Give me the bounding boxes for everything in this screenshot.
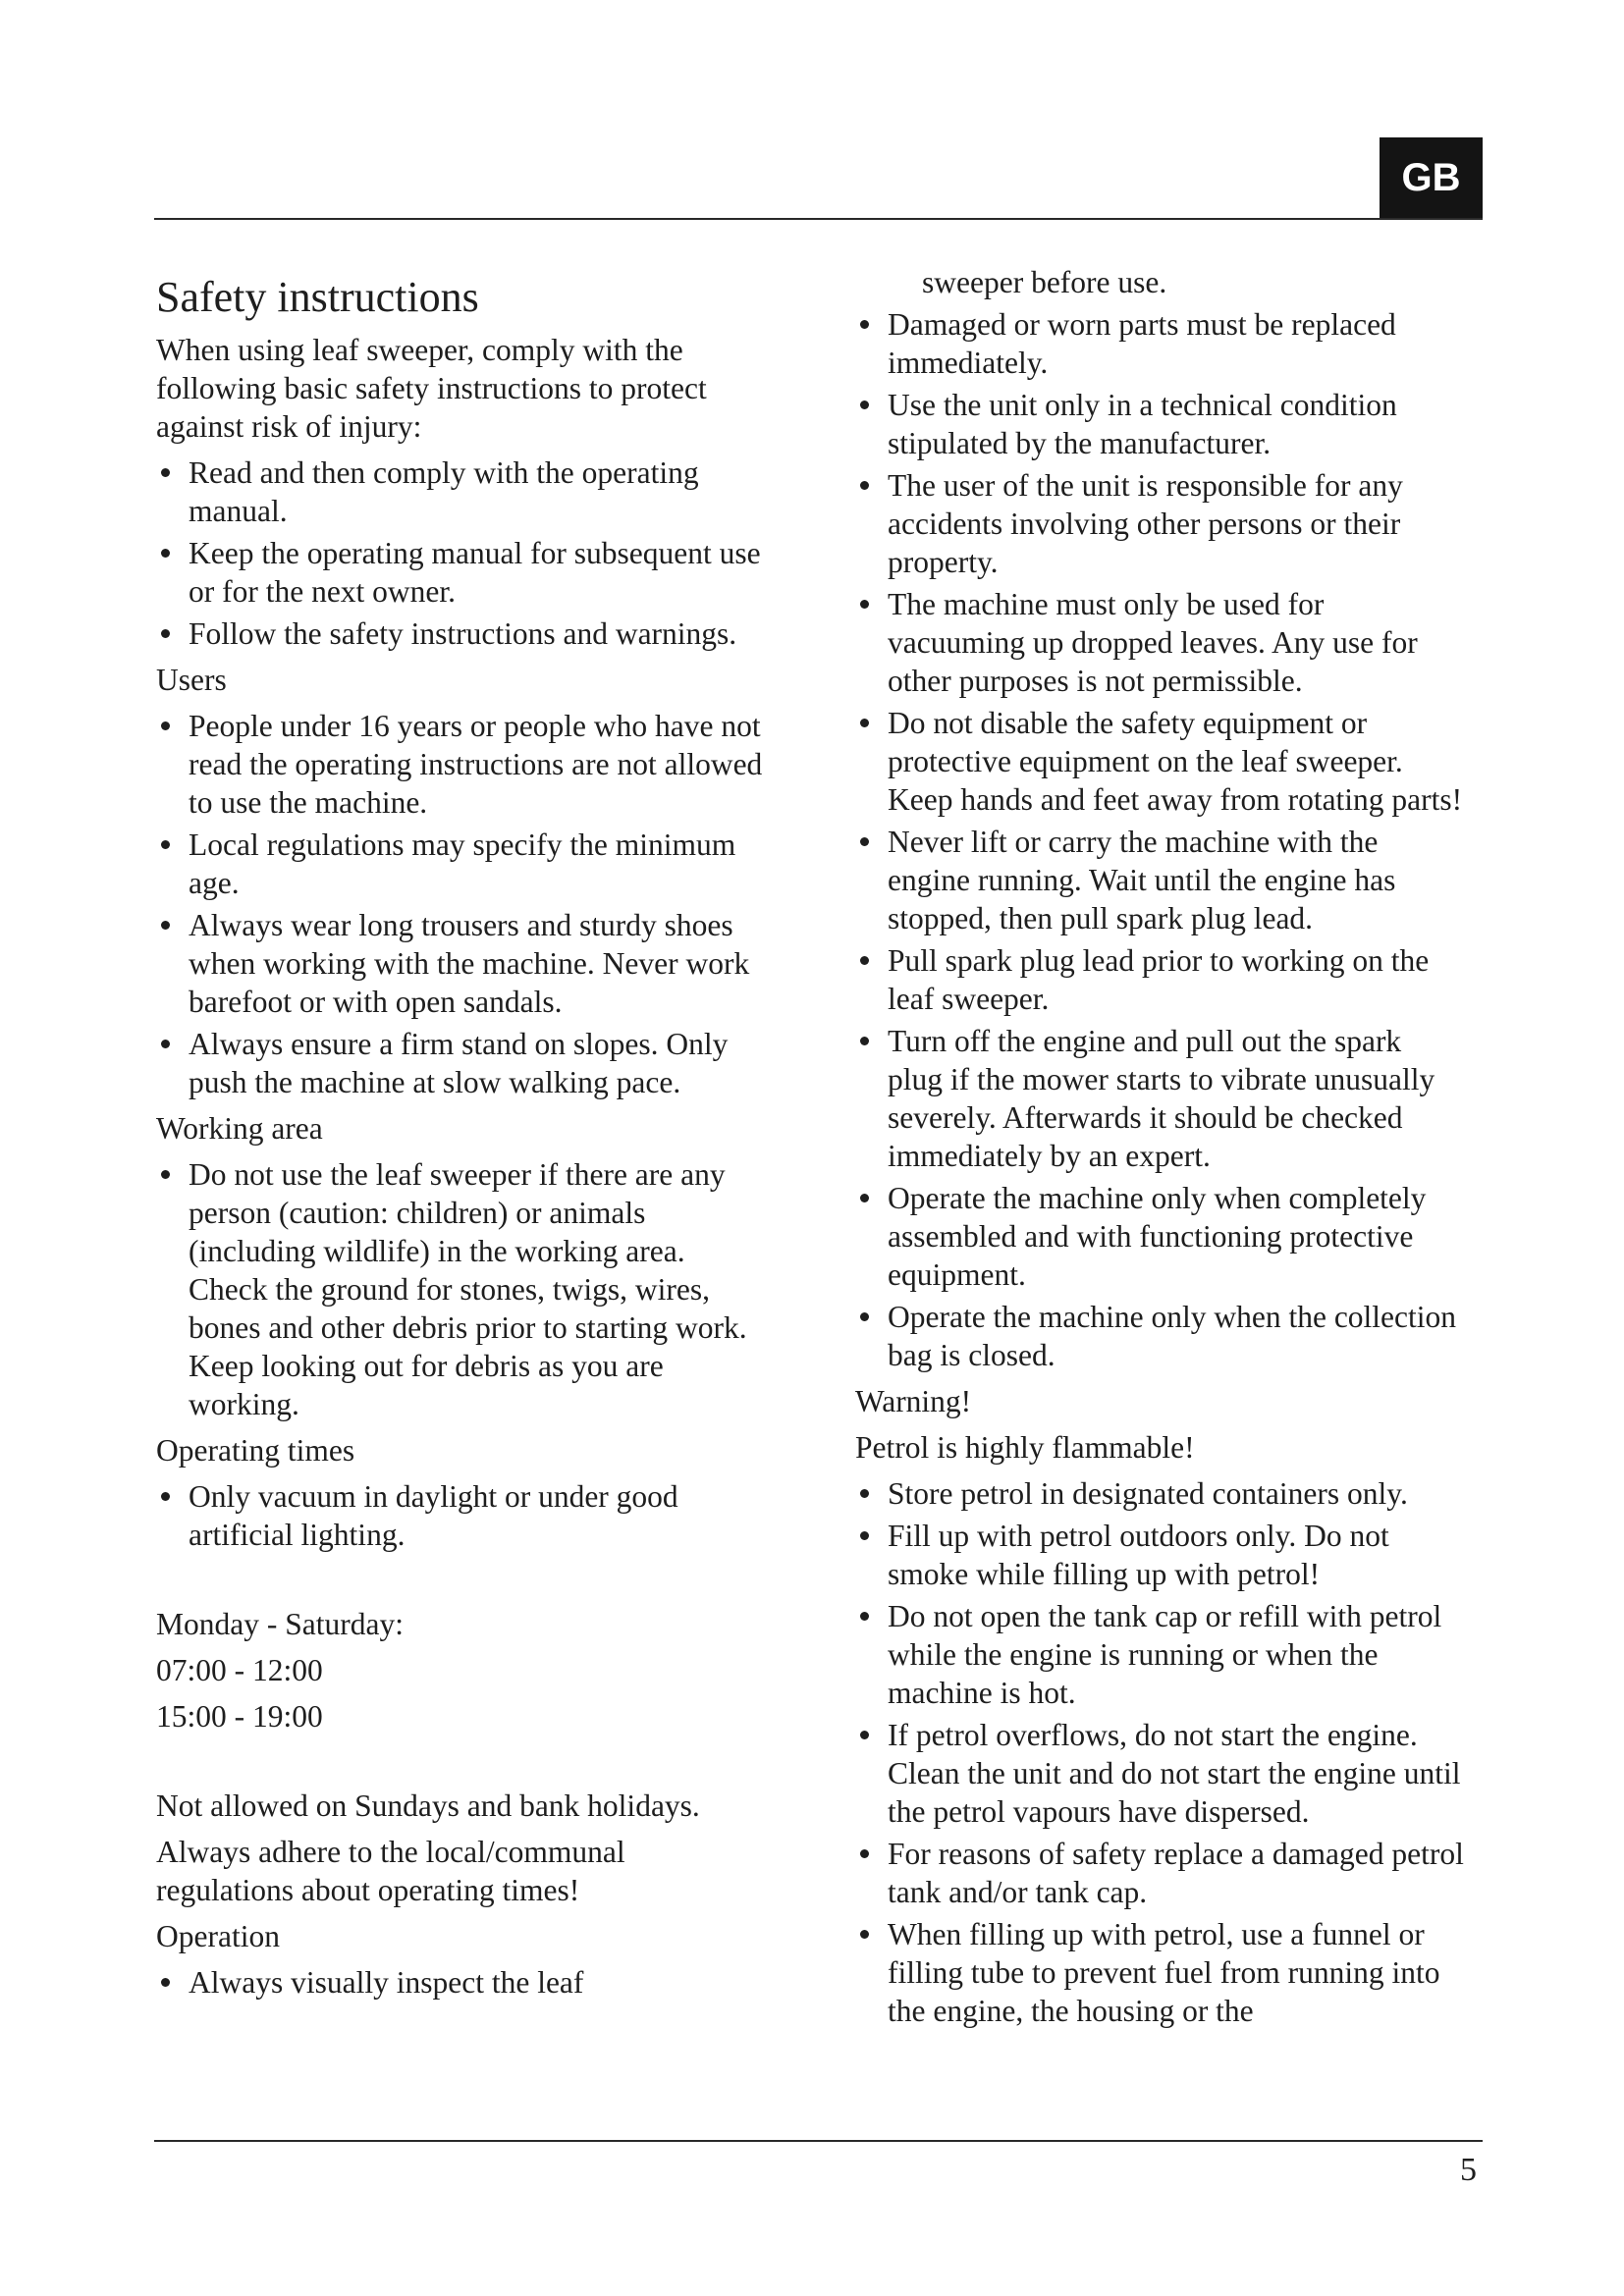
operation-heading: Operation (156, 1919, 280, 1953)
list-item: Keep the operating manual for subsequent use or for the next owner. (156, 534, 765, 611)
operation-list-start (156, 1963, 765, 2002)
users-heading: Users (156, 663, 227, 697)
list-item: The user of the unit is responsible for any accidents involving other persons or their property. (855, 466, 1464, 581)
list-item: Damaged or worn parts must be replaced immediately. (855, 305, 1464, 382)
list-item: Fill up with petrol outdoors only. Do not smoke while filling up with petrol! (855, 1517, 1464, 1593)
list-item: Always visually inspect the leaf (156, 1963, 765, 2002)
intro-text: When using leaf sweeper, comply with the following basic safety instructions to protect against risk of injury: (156, 333, 707, 444)
list-item: Operate the machine only when the collection bag is closed. (855, 1298, 1464, 1374)
users-list (156, 707, 765, 1101)
page-title: Safety instructions (156, 273, 479, 321)
general-list (156, 454, 765, 653)
list-item: Store petrol in designated containers only. (855, 1474, 1464, 1513)
list-item-continuation: sweeper before use. (922, 265, 1167, 299)
page-number: 5 (1460, 2152, 1477, 2188)
operating-times-list (156, 1477, 765, 1554)
schedule-time: 15:00 - 19:00 (156, 1699, 323, 1734)
working-area-heading: Working area (156, 1111, 323, 1146)
list-item: Use the unit only in a technical condition stipulated by the manufacturer. (855, 386, 1464, 462)
right-column (855, 263, 1464, 2038)
schedule-time: 07:00 - 12:00 (156, 1653, 323, 1687)
list-item: When filling up with petrol, use a funnel or filling tube to prevent fuel from running into the engine, the housing or the (855, 1915, 1464, 2030)
operating-times-heading: Operating times (156, 1433, 355, 1468)
list-item: Do not disable the safety equipment or protective equipment on the leaf sweeper. Keep hands and feet away from rotating parts! (855, 704, 1464, 819)
list-item: For reasons of safety replace a damaged petrol tank and/or tank cap. (855, 1835, 1464, 1911)
list-item: Do not open the tank cap or refill with petrol while the engine is running or when the machine is hot. (855, 1597, 1464, 1712)
list-item: Operate the machine only when completely assembled and with functioning protective equipment. (855, 1179, 1464, 1294)
language-badge: GB (1380, 137, 1483, 219)
working-area-list (156, 1155, 765, 1423)
adhere-note: Always adhere to the local/communal regulations about operating times! (156, 1835, 625, 1907)
petrol-list (855, 1474, 1464, 2030)
list-item: Turn off the engine and pull out the spark plug if the mower starts to vibrate unusually severely. Afterwards it should be checked immediately by an expert. (855, 1022, 1464, 1175)
header-rule (154, 218, 1483, 220)
warning-subheading: Petrol is highly flammable! (855, 1430, 1195, 1465)
list-item: Local regulations may specify the minimum age. (156, 826, 765, 902)
list-item: Follow the safety instructions and warnings. (156, 614, 765, 653)
list-item: The machine must only be used for vacuuming up dropped leaves. Any use for other purposes is not permissible. (855, 585, 1464, 700)
operation-list (855, 305, 1464, 1374)
schedule-days: Monday - Saturday: (156, 1607, 404, 1641)
list-item: Read and then comply with the operating manual. (156, 454, 765, 530)
list-item: Pull spark plug lead prior to working on the leaf sweeper. (855, 941, 1464, 1018)
list-item: Do not use the leaf sweeper if there are any person (caution: children) or animals (including wildlife) in the working area. Check the ground for stones, twigs, wires, bones and other debris prior to starting work. Keep looking out for debris as you are working. (156, 1155, 765, 1423)
footer-rule (154, 2140, 1483, 2142)
list-item: If petrol overflows, do not start the engine. Clean the unit and do not start the engine until the petrol vapours have dispersed. (855, 1716, 1464, 1831)
list-item: Always wear long trousers and sturdy shoes when working with the machine. Never work barefoot or with open sandals. (156, 906, 765, 1021)
list-item: People under 16 years or people who have not read the operating instructions are not allowed to use the machine. (156, 707, 765, 822)
list-item: Only vacuum in daylight or under good artificial lighting. (156, 1477, 765, 1554)
list-item: Never lift or carry the machine with the engine running. Wait until the engine has stopped, then pull spark plug lead. (855, 823, 1464, 937)
list-item: Always ensure a firm stand on slopes. Only push the machine at slow walking pace. (156, 1025, 765, 1101)
not-allowed-note: Not allowed on Sundays and bank holidays. (156, 1789, 700, 1823)
left-column (156, 270, 765, 2009)
warning-heading: Warning! (855, 1384, 972, 1418)
